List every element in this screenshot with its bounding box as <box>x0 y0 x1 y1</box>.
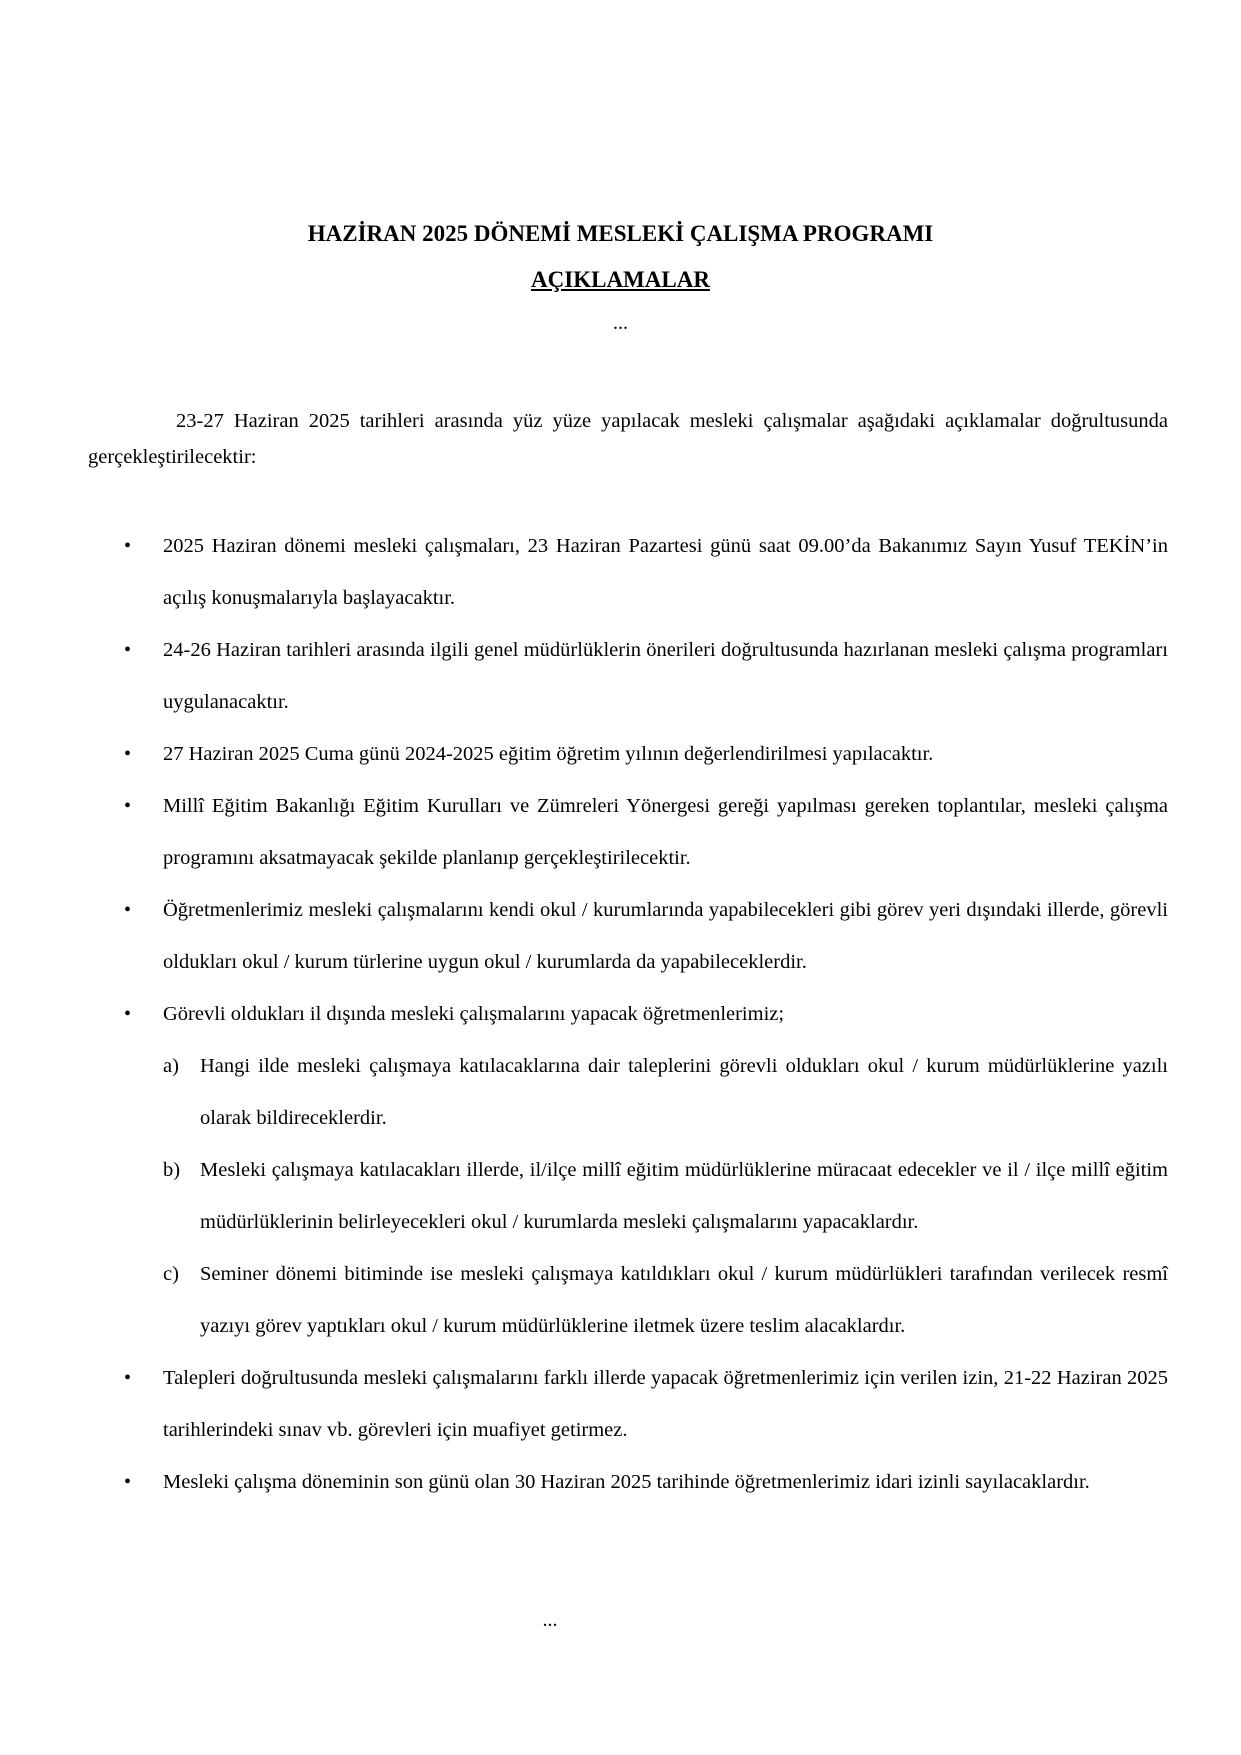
bullet-icon: • <box>124 899 132 921</box>
bullet-icon: • <box>124 535 132 557</box>
list-item-text: Öğretmenlerimiz mesleki çalışmalarını kendi okul / kurumlarında yapabilecekleri gibi görev yeri dışındaki illerde, görevli oldukları okul / kurum türlerine uygun okul / kurumlarda da yapabileceklerdir. <box>163 899 1168 973</box>
sub-item-letter: c) <box>163 1263 179 1285</box>
ellipsis-top: ... <box>613 312 628 334</box>
document-subtitle: AÇIKLAMALAR <box>531 267 710 292</box>
bullet-icon: • <box>124 743 132 765</box>
sub-item-text: Hangi ilde mesleki çalışmaya katılacaklarına dair taleplerini görevli oldukları okul / kurum müdürlüklerine yazılı olarak bildireceklerdir. <box>200 1055 1168 1129</box>
sub-item-text: Seminer dönemi bitiminde ise mesleki çalışmaya katıldıkları okul / kurum müdürlükleri tarafından verilecek resmî yazıyı görev yaptıkları okul / kurum müdürlüklerine iletmek üzere teslim alacaklardır. <box>200 1263 1168 1337</box>
bullet-icon: • <box>124 639 132 661</box>
list-item <box>124 884 1168 988</box>
list-item-text: 24-26 Haziran tarihleri arasında ilgili genel müdürlüklerin önerileri doğrultusunda hazırlanan mesleki çalışma programları uygulanacaktır. <box>163 639 1168 713</box>
sub-item-text: Mesleki çalışmaya katılacakları illerde, il/ilçe millî eğitim müdürlüklerine müracaat edecekler ve il / ilçe millî eğitim müdürlüklerinin belirleyecekleri okul / kurumlarda mesleki çalışmalarını yapacaklardır. <box>200 1159 1168 1233</box>
document-title: HAZİRAN 2025 DÖNEMİ MESLEKİ ÇALIŞMA PROGRAMI <box>307 221 934 246</box>
sub-item <box>163 1248 1168 1352</box>
sub-item <box>163 1144 1168 1248</box>
sub-item-letter: b) <box>163 1159 181 1181</box>
list-item <box>124 1352 1168 1456</box>
list-item <box>124 624 1168 728</box>
bullet-icon: • <box>124 1471 132 1493</box>
sub-item-letter: a) <box>163 1055 179 1077</box>
list-item-text: Talepleri doğrultusunda mesleki çalışmalarını farklı illerde yapacak öğretmenlerimiz için verilen izin, 21-22 Haziran 2025 tarihlerindeki sınav vb. görevleri için muafiyet getirmez. <box>163 1367 1168 1441</box>
list-item-text: Mesleki çalışma döneminin son günü olan 30 Haziran 2025 tarihinde öğretmenlerimiz idari izinli sayılacaklardır. <box>163 1471 1090 1493</box>
list-item <box>124 1456 1168 1508</box>
bullet-icon: • <box>124 1367 132 1389</box>
list-item <box>124 988 1168 1040</box>
sub-item <box>163 1040 1168 1144</box>
list-item-text: 27 Haziran 2025 Cuma günü 2024-2025 eğitim öğretim yılının değerlendirilmesi yapılacaktır. <box>163 743 934 765</box>
ellipsis-bottom: ... <box>542 1609 558 1631</box>
bullet-icon: • <box>124 795 132 817</box>
bullet-list <box>0 520 1241 1508</box>
list-item <box>124 780 1168 884</box>
intro-paragraph: 23-27 Haziran 2025 tarihleri arasında yüz yüze yapılacak mesleki çalışmalar aşağıdaki açıklamalar doğrultusunda gerçekleştirilecektir: <box>88 410 1168 468</box>
list-item <box>124 520 1168 624</box>
list-item-text: Millî Eğitim Bakanlığı Eğitim Kurulları ve Zümreleri Yönergesi gereği yapılması gereken toplantılar, mesleki çalışma programını aksatmayacak şekilde planlanıp gerçekleştirilecektir. <box>163 795 1168 869</box>
bullet-icon: • <box>124 1003 132 1025</box>
list-item <box>124 728 1168 780</box>
list-item-text: 2025 Haziran dönemi mesleki çalışmaları, 23 Haziran Pazartesi günü saat 09.00’da Bakanımız Sayın Yusuf TEKİN’in açılış konuşmalarıyla başlayacaktır. <box>163 535 1168 609</box>
list-item-text: Görevli oldukları il dışında mesleki çalışmalarını yapacak öğretmenlerimiz; <box>163 1003 785 1025</box>
